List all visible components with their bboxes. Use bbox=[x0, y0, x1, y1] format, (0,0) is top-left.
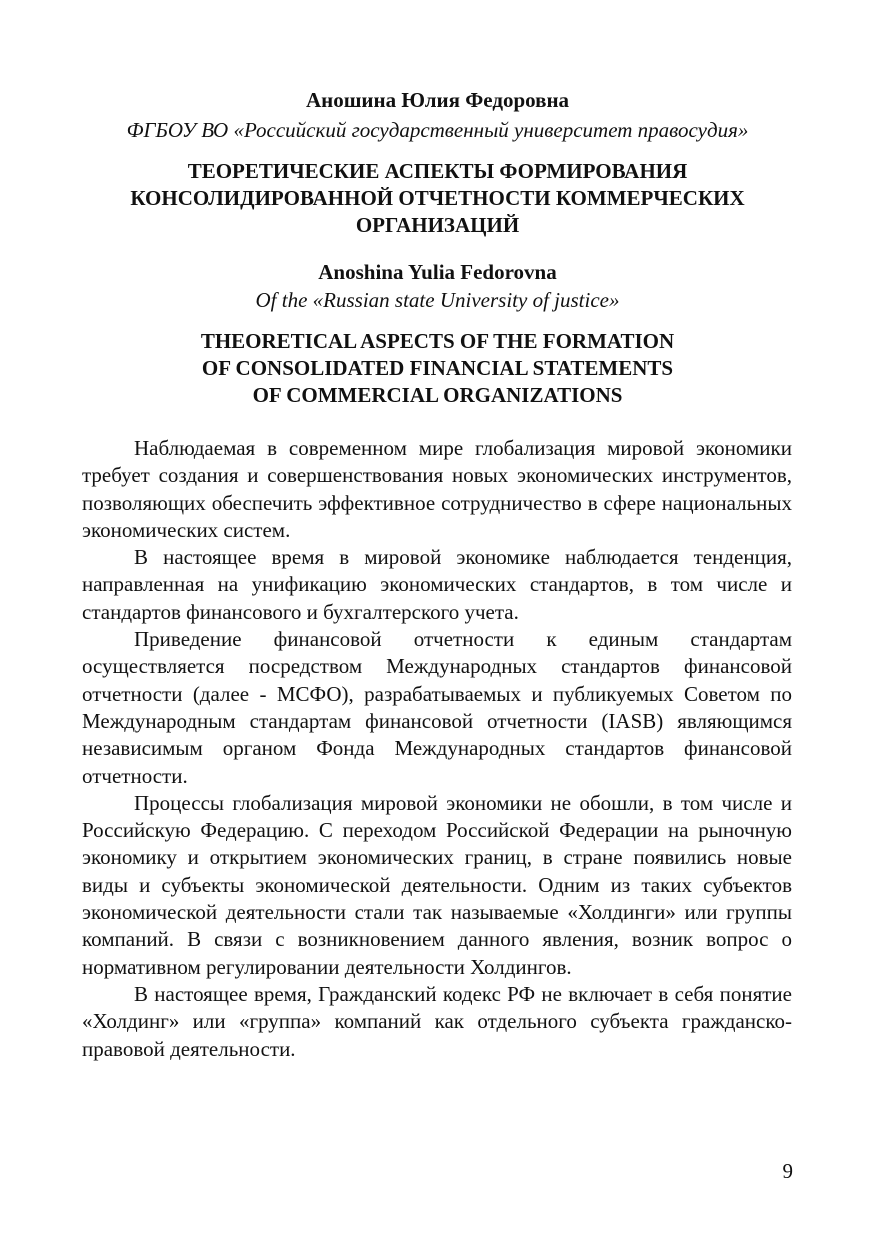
title-ru-line: ТЕОРЕТИЧЕСКИЕ АСПЕКТЫ ФОРМИРОВАНИЯ bbox=[187, 159, 688, 183]
body-paragraph: В настоящее время, Гражданский кодекс РФ не включает в себя понятие «Холдинг» или «группа» компаний как отдельного субъекта гражданско-правовой деятельности. bbox=[82, 981, 792, 1061]
page-number: 9 bbox=[782, 1159, 793, 1183]
affiliation-ru: ФГБОУ ВО «Российский государственный университет правосудия» bbox=[126, 118, 749, 142]
author-name-en: Anoshina Yulia Fedorovna bbox=[318, 260, 557, 284]
title-ru-line: КОНСОЛИДИРОВАННОЙ ОТЧЕТНОСТИ КОММЕРЧЕСКИХ bbox=[130, 186, 745, 210]
body-paragraph: Наблюдаемая в современном мире глобализация мировой экономики требует создания и совершенствования новых экономических инструментов, позволяющих обеспечить эффективное сотрудничество в сфере национальных экономических систем. bbox=[82, 436, 792, 542]
title-en-line: OF COMMERCIAL ORGANIZATIONS bbox=[252, 383, 623, 407]
title-en-line: OF CONSOLIDATED FINANCIAL STATEMENTS bbox=[201, 356, 674, 380]
article-body bbox=[82, 435, 792, 1063]
body-paragraph: Процессы глобализация мировой экономики не обошли, в том числе и Российскую Федерацию. С переходом Российской Федерации на рыночную экономику и открытием экономических границ, в стране появились новые виды и субъекты экономической деятельности. Одним из таких субъектов экономической деятельности стали так называемые «Холдинги» или группы компаний. В связи с возникновением данного явления, возник вопрос о нормативном регулировании деятельности Холдингов. bbox=[82, 790, 792, 979]
article-title-ru bbox=[60, 158, 815, 239]
article-title-en bbox=[60, 328, 815, 409]
body-paragraph: Приведение финансовой отчетности к единым стандартам осуществляется посредством Международных стандартов финансовой отчетности (далее - МСФО), разрабатываемых и публикуемых Советом по Международным стандартам финансовой отчетности (IASB) являющимся независимым органом Фонда Международных стандартов финансовой отчетности. bbox=[82, 627, 792, 788]
affiliation-en: Of the «Russian state University of justice» bbox=[255, 288, 620, 312]
author-name-ru: Аношина Юлия Федоровна bbox=[305, 88, 570, 112]
body-paragraph: В настоящее время в мировой экономике наблюдается тенденция, направленная на унификацию экономических стандартов, в том числе и стандартов финансового и бухгалтерского учета. bbox=[82, 545, 792, 624]
title-en-line: THEORETICAL ASPECTS OF THE FORMATION bbox=[200, 329, 675, 353]
title-ru-line: ОРГАНИЗАЦИЙ bbox=[355, 213, 520, 237]
